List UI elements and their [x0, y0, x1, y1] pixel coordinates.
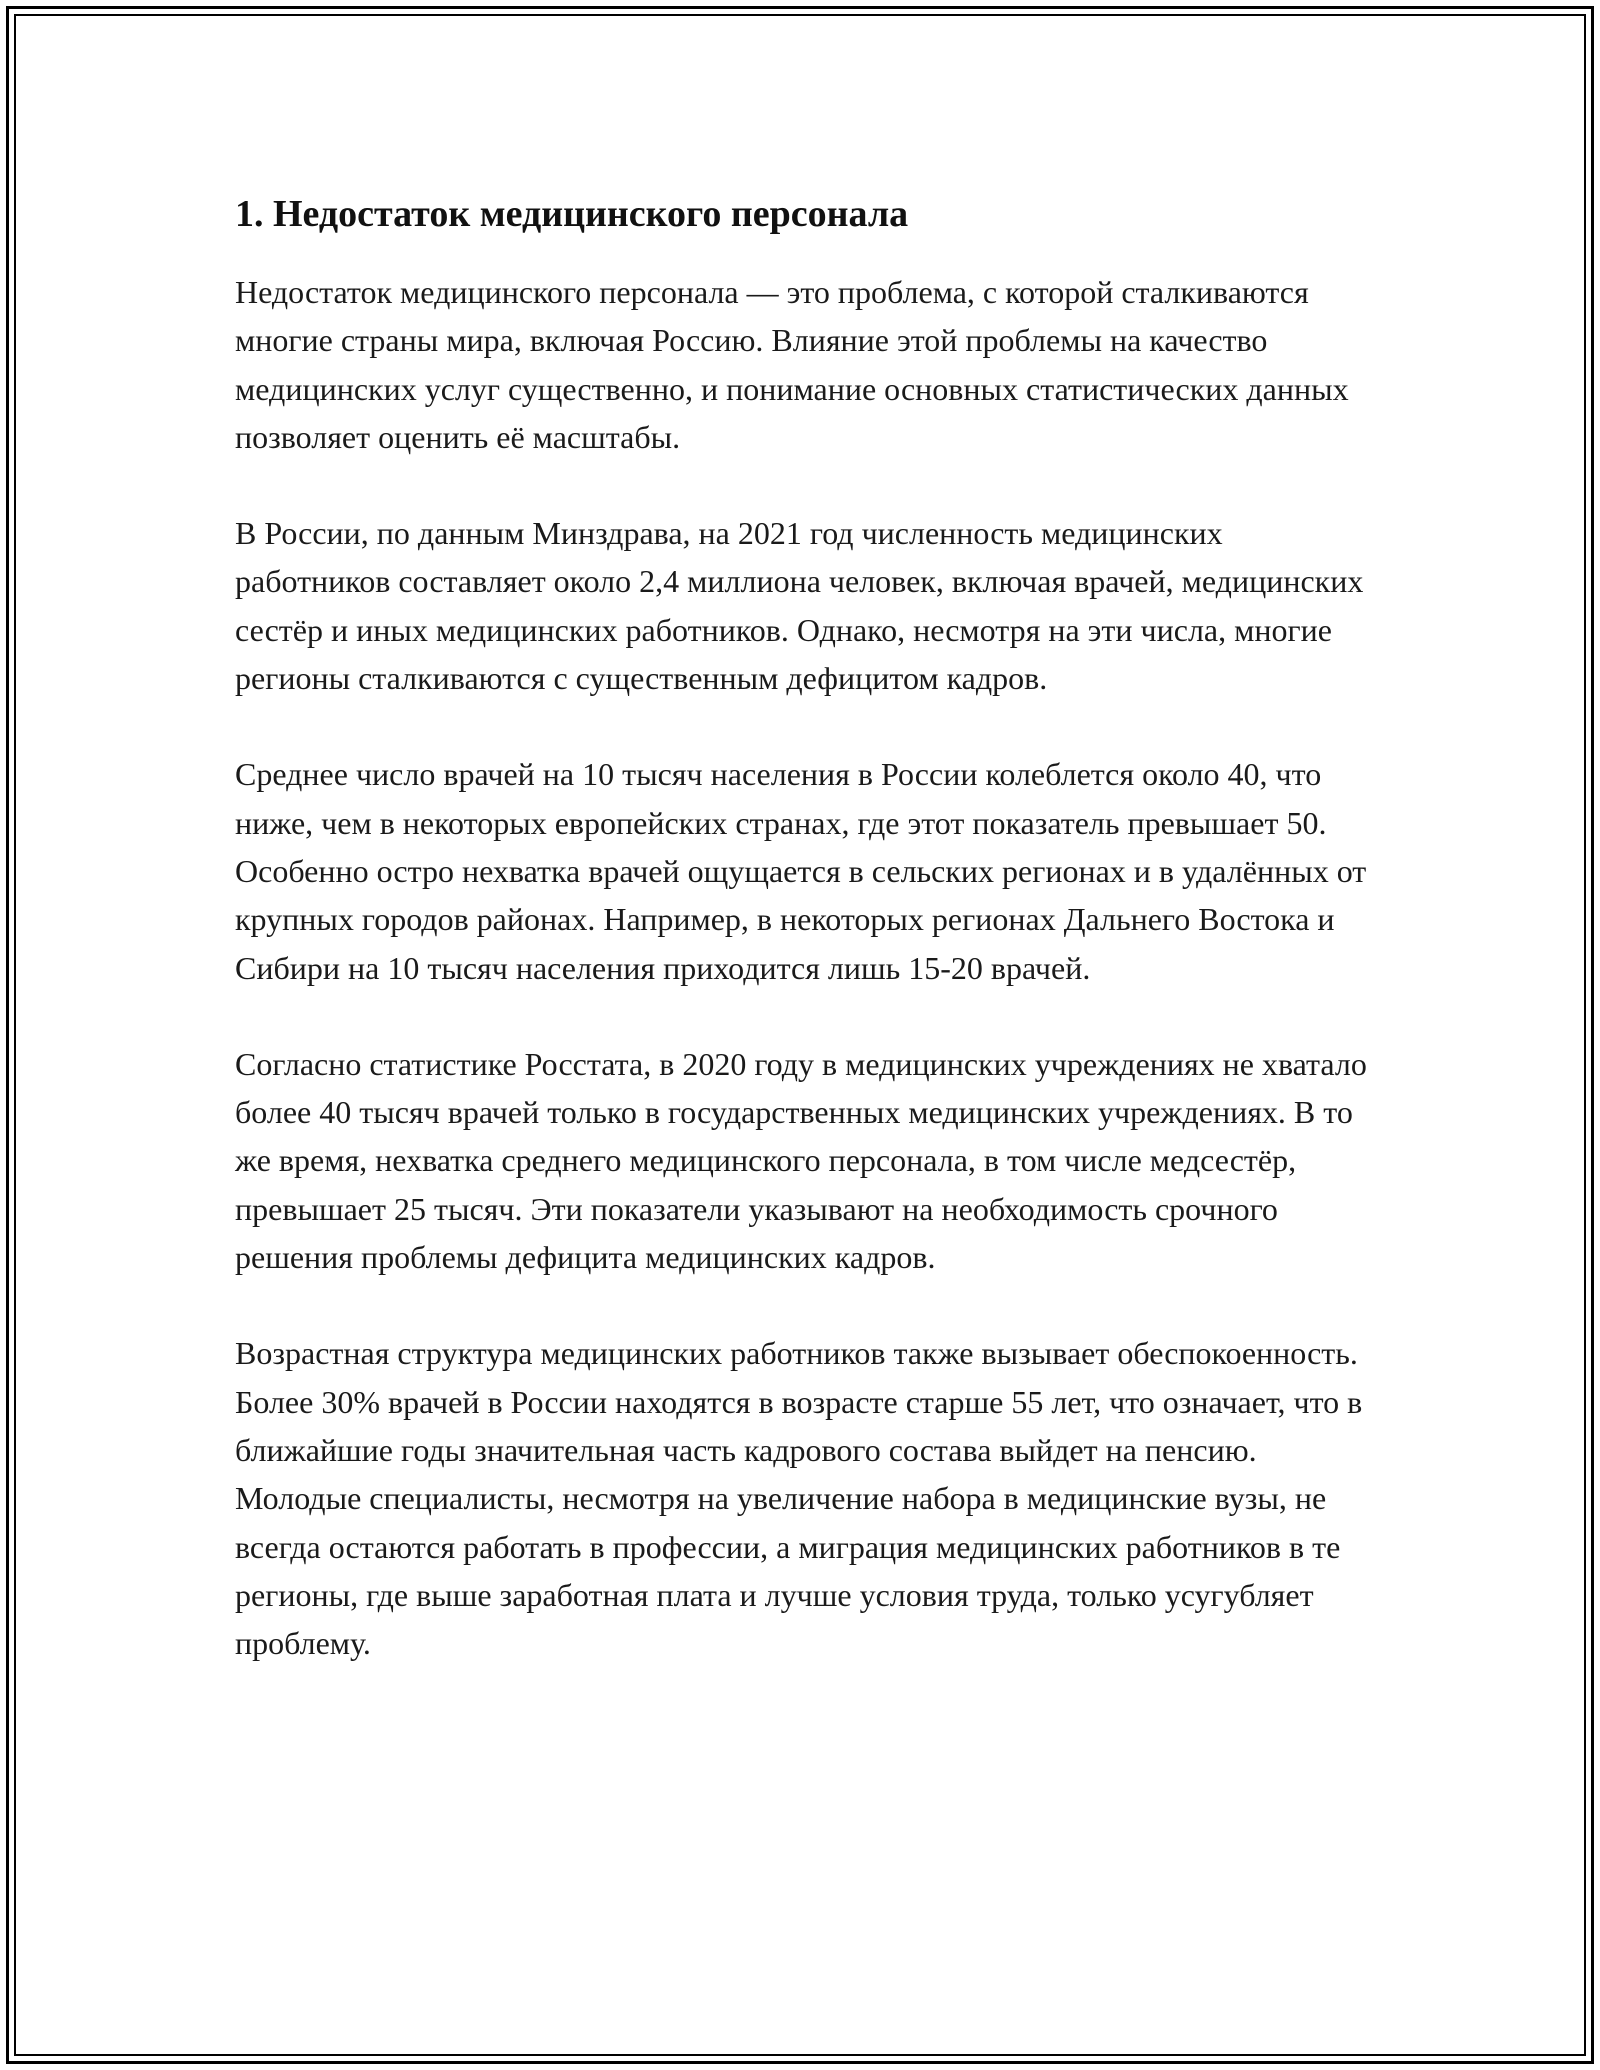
paragraph-intro: Недостаток медицинского персонала — это проблема, с которой сталкиваются многие страны мира, включая Россию. Влияние этой проблемы на качество медицинских услуг существенно, и понимание основных статистических данных позволяет оценить её масштабы. [235, 274, 1349, 455]
section-heading: 1. Недостаток медицинского персонала [235, 193, 909, 235]
paragraph-age-structure: Возрастная структура медицинских работников также вызывает обеспокоенность. Более 30% врачей в России находятся в возрасте старше 55 лет, что означает, что в ближайшие годы значительная часть кадрового состава выйдет на пенсию. Молодые специалисты, несмотря на увеличение набора в медицинские вузы, не всегда остаются работать в профессии, а миграция медицинских работников в те регионы, где выше заработная плата и лучше условия труда, только усугубляет проблему. [235, 1335, 1363, 1662]
document-body [235, 186, 1370, 1715]
paragraph-ministry-data: В России, по данным Минздрава, на 2021 год численность медицинских работников составляет около 2,4 миллиона человек, включая врачей, медицинских сестёр и иных медицинских работников. Однако, несмотря на эти числа, многие регионы сталкиваются с существенным дефицитом кадров. [235, 515, 1364, 697]
paragraph-doctors-per-capita: Среднее число врачей на 10 тысяч населения в России колеблется около 40, что ниже, чем в некоторых европейских странах, где этот показатель превышает 50. Особенно остро нехватка врачей ощущается в сельских регионах и в удалённых от крупных городов районах. Например, в некоторых регионах Дальнего Востока и Сибири на 10 тысяч населения приходится лишь 15-20 врачей. [235, 756, 1367, 986]
paragraph-rosstat-statistics: Согласно статистике Росстата, в 2020 году в медицинских учреждениях не хватало более 40 тысяч врачей только в государственных медицинских учреждениях. В то же время, нехватка среднего медицинского персонала, в том числе медсестёр, превышает 25 тысяч. Эти показатели указывают на необходимость срочного решения проблемы дефицита медицинских кадров. [235, 1045, 1367, 1276]
